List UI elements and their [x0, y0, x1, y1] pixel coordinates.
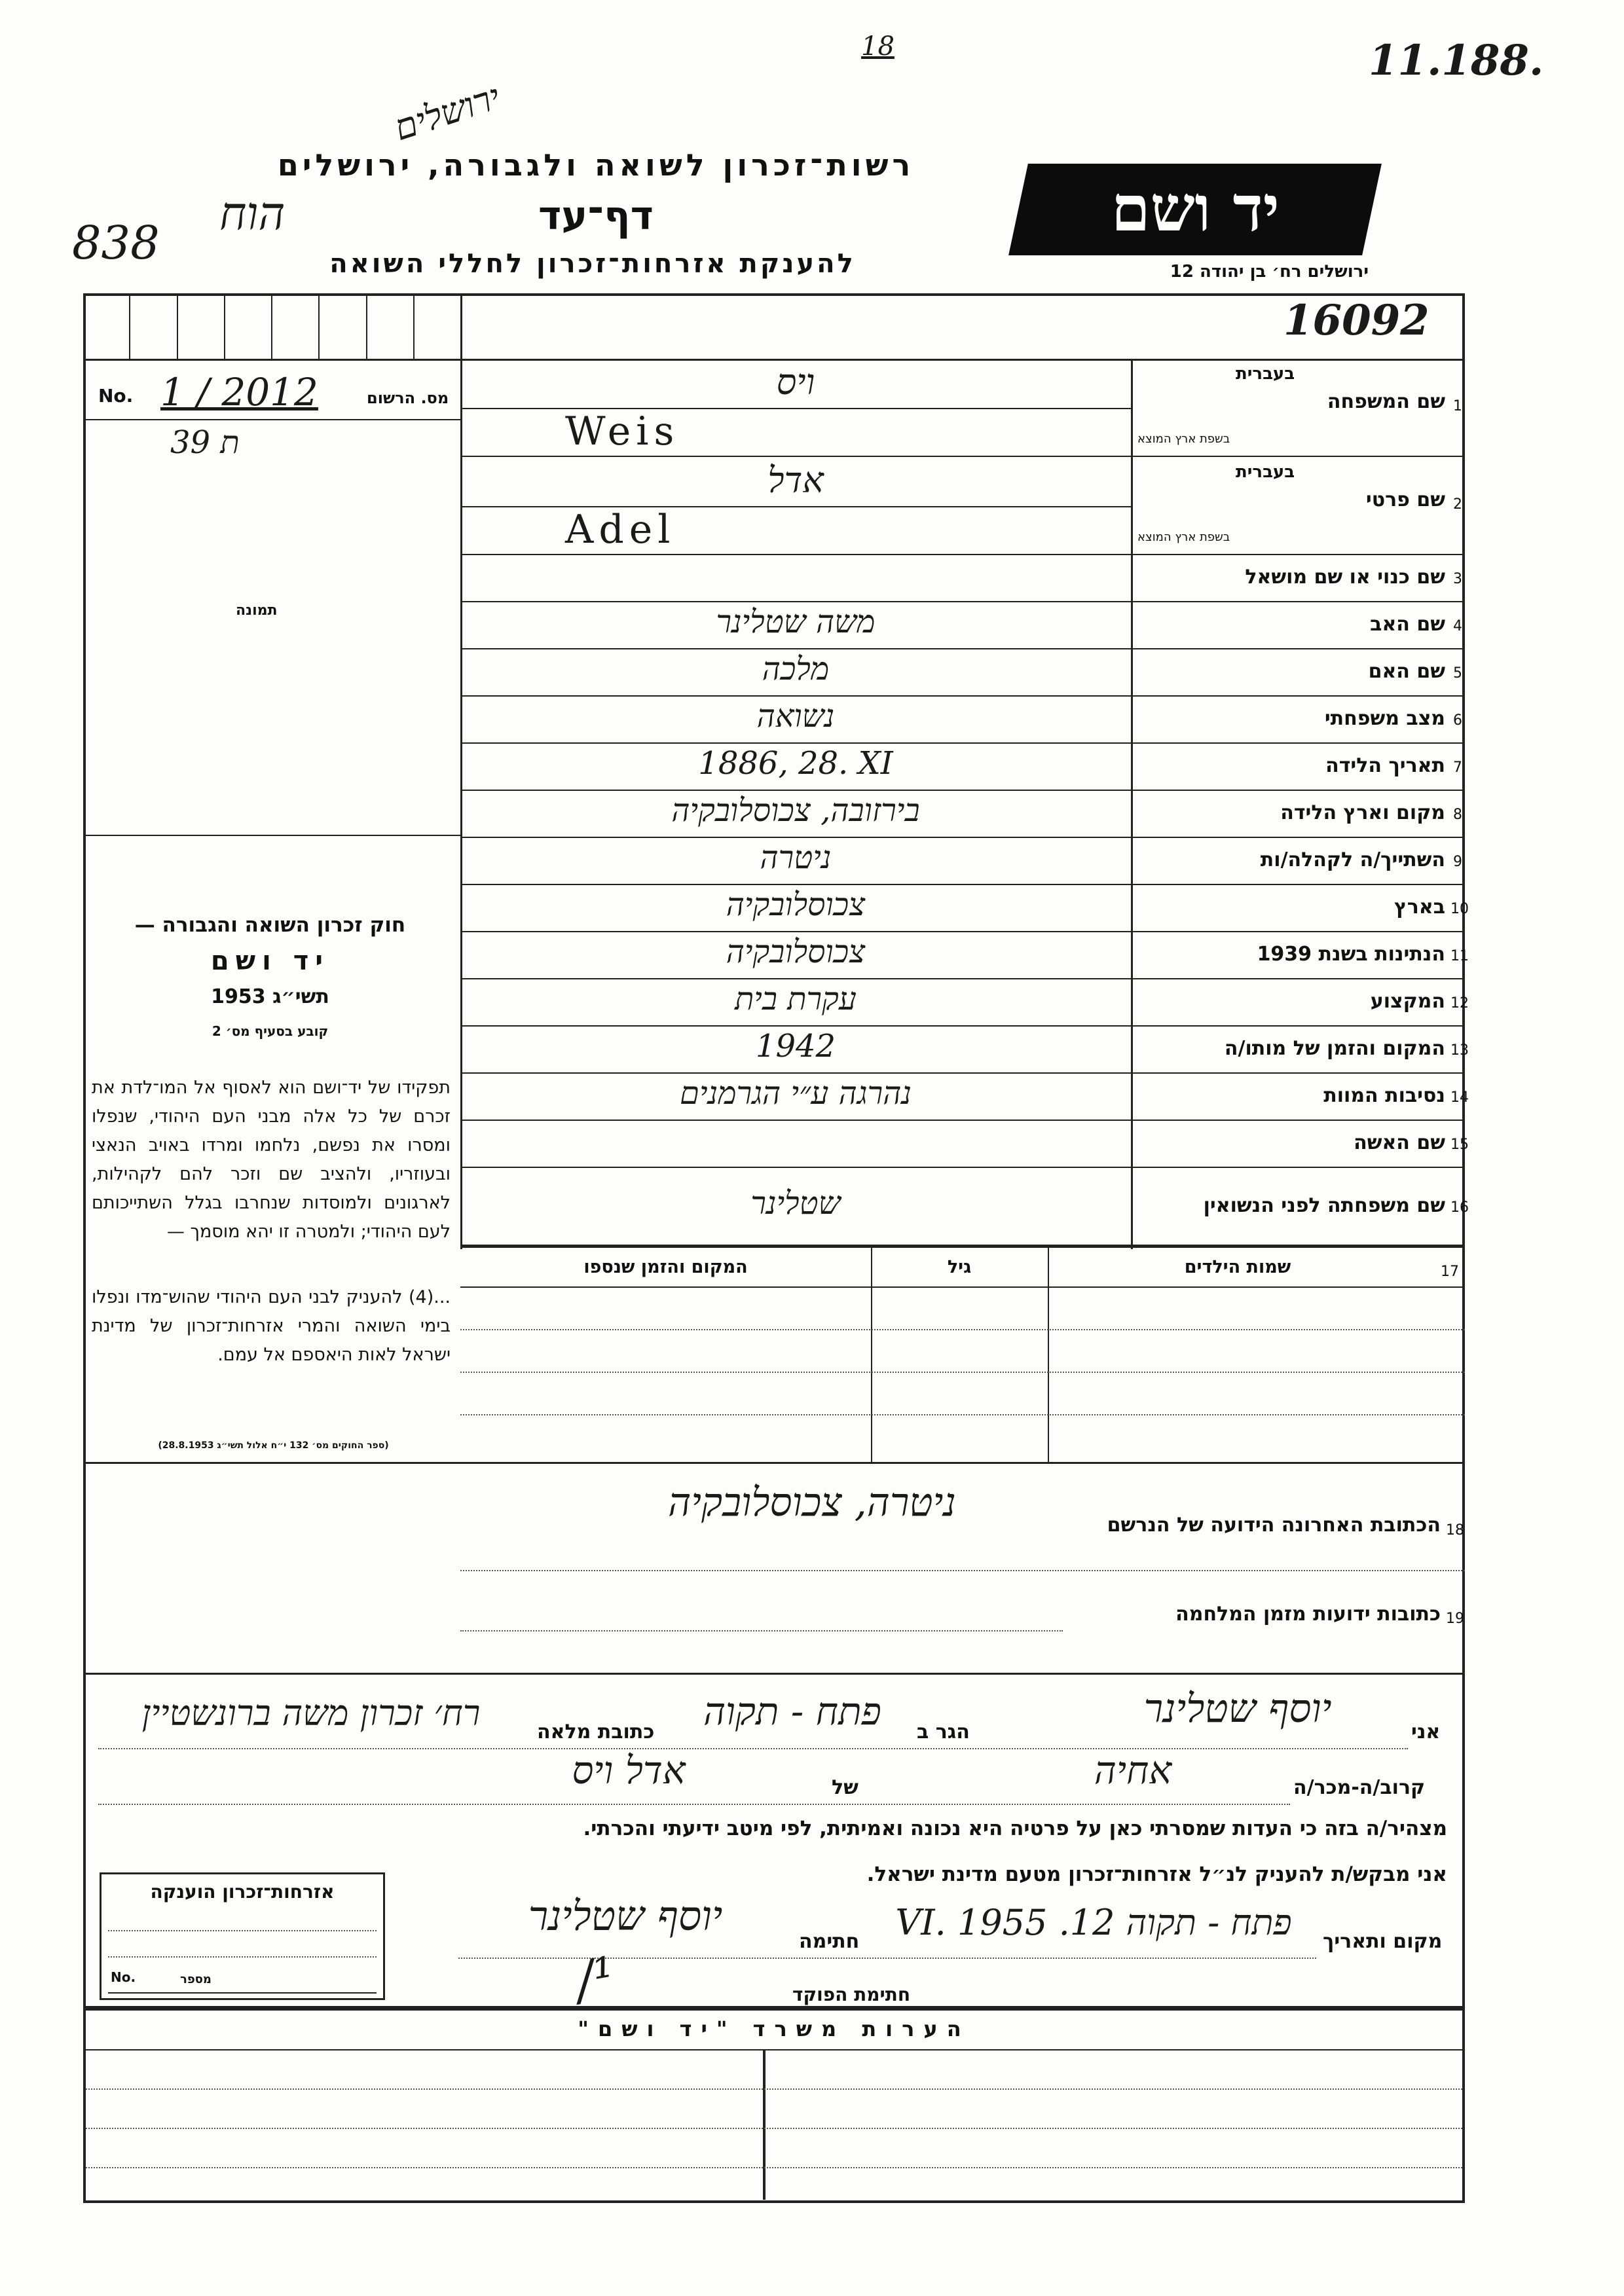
field-label-cell — [1131, 932, 1469, 978]
field-value: 1942 — [755, 1028, 836, 1065]
field-label-cell — [1131, 555, 1465, 601]
field-number: 4 — [1453, 618, 1462, 634]
citizenship-title: אזרחות־זכרון הוענקה — [150, 1881, 335, 1903]
field-value: נשואה — [756, 698, 835, 735]
field-19-label: כתובות ידועות מזמן המלחמה — [1175, 1603, 1441, 1626]
field-18-label: הכתובת האחרונה הידועה של הנרשם — [1107, 1514, 1441, 1537]
field-number: 14 — [1450, 1089, 1469, 1106]
decl-signature-label: חתימה — [799, 1930, 860, 1953]
sheet-number: 16092 — [1283, 296, 1430, 345]
field-number: 10 — [1450, 901, 1469, 917]
field-value: בירזובה, צכוסלובקיה — [671, 792, 920, 829]
decl-relation: אחיה — [1094, 1748, 1172, 1793]
field-label: הנתינות בשנת 1939 — [1257, 943, 1445, 966]
field-18-number: 18 — [1446, 1522, 1464, 1539]
field-value: מלכה — [762, 651, 830, 687]
law-title: חוק זכרון השואה והגבורה — — [134, 913, 406, 937]
photo-label: תמונה — [236, 602, 278, 619]
field-number: 16 — [1450, 1199, 1469, 1216]
field-label: שם כנוי או שם מושאל — [1245, 566, 1445, 589]
field-value: שטלינר — [750, 1185, 841, 1222]
form-subtitle: להענקת אזרחות־זכרון לחללי השואה — [329, 249, 856, 279]
field-number: 7 — [1453, 759, 1462, 776]
field-row-12 — [460, 979, 1469, 1027]
field-label-cell — [1131, 359, 1465, 456]
citizenship-num-label: מספר — [180, 1973, 212, 1986]
children-col-line-2 — [1048, 1246, 1049, 1462]
logo-text: יד ושם — [1111, 172, 1280, 246]
law-paragraph-1: תפקידו של יד־ושם הוא לאסוף אל המו־לדת את זכרם של כל אלה מבני העם היהודי, שנפלו ומסרו את נפשם, נלחמו ומרדו באויב הנאצי ובעוזריו, ולהציב שם וזכר להם לקהילות, לארגונים ולמוסדות שנחרבו בגלל השתייכותם לעם היהודי; ולמטרה זו יהא מוסמך — — [92, 1078, 451, 1242]
reg-no-label: No. — [98, 385, 134, 407]
field-label: שם המשפחה — [1327, 390, 1445, 413]
top-small-number: 18 — [861, 31, 895, 62]
field-row-1 — [460, 359, 1465, 457]
field-row-13 — [460, 1027, 1469, 1074]
children-top-line — [460, 1246, 1465, 1248]
children-col-place: המקום והזמן שנספו — [583, 1257, 748, 1277]
field-label: המקצוע — [1370, 990, 1445, 1013]
children-bottom-line — [83, 1462, 1465, 1464]
law-footnote: (ספר החוקים מס׳ 132 י״ח אלול תשי״ג 28.8.1953) — [158, 1440, 389, 1451]
sublabel-hebrew: בעברית — [1236, 364, 1295, 384]
decl-ani: אני — [1411, 1721, 1441, 1743]
photo-box-line — [83, 835, 460, 836]
field-label: שם האם — [1368, 660, 1445, 683]
field-label: שם משפחתה לפני הנשואין — [1203, 1194, 1445, 1217]
decl-statement-2: אני מבקש/ת להעניק לנ״ל אזרחות־זכרון מטעם מדינת ישראל. — [866, 1863, 1447, 1886]
reg-extra: 39 ת — [170, 424, 240, 461]
decl-street: רח׳ זכרון משה ברונשטיין — [141, 1692, 481, 1734]
decl-signature: יוסף שטלינר — [528, 1892, 723, 1940]
field-label-cell — [1131, 979, 1469, 1025]
notes-title: הערות משרד "יד ושם" — [578, 2016, 970, 2041]
field-label-cell — [1131, 649, 1465, 695]
archive-number: 11.188. — [1369, 36, 1544, 85]
field-label-cell — [1131, 885, 1469, 931]
field-label: מקום וארץ הלידה — [1280, 801, 1445, 824]
field-label: בארץ — [1393, 896, 1445, 919]
field-19-line — [460, 1630, 1063, 1631]
office-boxes — [83, 293, 460, 359]
field-number: 12 — [1450, 995, 1469, 1011]
reg-line — [83, 419, 460, 420]
field-number: 1 — [1453, 398, 1462, 414]
field-18-value: ניטרה, צכוסלובקיה — [668, 1480, 956, 1525]
field-value: עקרת בית — [735, 981, 857, 1017]
field-row-10 — [460, 885, 1469, 932]
children-col-line-1 — [871, 1246, 872, 1462]
reg-label: מס. הרשום — [367, 389, 449, 407]
children-row-3 — [460, 1414, 1465, 1415]
field-19-number: 19 — [1446, 1611, 1464, 1627]
field-number: 6 — [1453, 712, 1462, 729]
field-label-cell — [1131, 697, 1465, 742]
law-year: תשי״ג 1953 — [211, 985, 329, 1008]
notes-frame — [83, 1990, 1465, 2203]
decl-of-label: של — [832, 1776, 858, 1799]
field-number: 8 — [1453, 807, 1462, 823]
sublabel-hebrew: בעברית — [1236, 462, 1295, 482]
field-number: 3 — [1453, 571, 1462, 587]
field-number: 5 — [1453, 665, 1462, 682]
field-row-11 — [460, 932, 1469, 979]
field-18-extra-line — [460, 1570, 1465, 1571]
field-label-cell — [1131, 602, 1465, 648]
field-row-5 — [460, 649, 1465, 697]
field-label: שם האב — [1370, 613, 1445, 636]
decl-resides-label: הגר ב — [917, 1721, 970, 1743]
citizenship-no-label: No. — [111, 1969, 136, 1985]
decl-declarant: יוסף שטלינר — [1143, 1686, 1332, 1732]
header-address: ירושלים רח׳ בן יהודה 12 — [1170, 262, 1369, 282]
reg-number: 1 / 2012 — [160, 370, 318, 414]
children-col-age: גיל — [947, 1257, 972, 1277]
form-title: דף־עד — [538, 193, 654, 239]
field-value-hebrew: אדל — [767, 460, 824, 501]
field-label-cell — [1131, 1121, 1469, 1167]
field-number: 13 — [1450, 1042, 1469, 1059]
children-col-names: שמות הילדים — [1184, 1257, 1291, 1277]
field-label: נסיבות המוות — [1323, 1084, 1445, 1107]
yad-vashem-logo — [1008, 164, 1382, 255]
field-label: מצב משפחתי — [1324, 707, 1445, 730]
decl-of-person: אדל ויס — [572, 1748, 686, 1793]
jerusalem-handwritten: ירושלים — [389, 75, 506, 149]
decl-statement-1: מצהיר/ה בזה כי העדות שמסרתי כאן על פרטיה היא נכונה ואמיתית, לפי מיטב ידיעתי והכרתי. — [583, 1817, 1447, 1840]
field-value-origin: Adel — [565, 507, 676, 553]
field-label-cell — [1131, 791, 1465, 837]
field-label-cell — [1131, 1074, 1469, 1120]
field-row-16 — [460, 1168, 1469, 1246]
field-row-6 — [460, 697, 1465, 744]
children-header-line — [460, 1286, 1465, 1288]
sublabel-origin-language: בשפת ארץ המוצא — [1137, 432, 1230, 446]
field-value: ניטרה — [760, 839, 832, 876]
field-label-cell — [1131, 457, 1465, 554]
left-handwritten: הוח — [219, 187, 286, 240]
field-number: 15 — [1450, 1137, 1469, 1153]
field-number: 2 — [1453, 496, 1462, 513]
field-label-cell — [1131, 1168, 1469, 1245]
field-label: השתייך/ה לקהלה/ות — [1260, 848, 1445, 871]
decl-place-date-label: מקום ותאריך — [1323, 1930, 1443, 1953]
field-label: המקום והזמן של מותו/ה — [1224, 1037, 1445, 1060]
field-label: שם פרטי — [1365, 488, 1445, 511]
field-label: תאריך הלידה — [1325, 754, 1445, 777]
decl-line-2 — [98, 1804, 1290, 1805]
field-value: צכוסלובקיה — [726, 886, 866, 923]
field-row-14 — [460, 1074, 1469, 1121]
field-row-15 — [460, 1121, 1469, 1168]
citizenship-box — [100, 1872, 385, 2000]
declaration-top-line — [83, 1673, 1465, 1675]
field-value-origin: Weis — [565, 409, 680, 454]
children-number: 17 — [1441, 1264, 1459, 1280]
field-number: 9 — [1453, 854, 1462, 870]
field-row-9 — [460, 838, 1465, 885]
left-number: 838 — [72, 216, 160, 270]
field-value: 1886, 28. XI — [698, 745, 893, 782]
field-label-cell — [1131, 744, 1465, 790]
field-row-4 — [460, 602, 1465, 649]
children-row-2 — [460, 1372, 1465, 1373]
field-row-7 — [460, 744, 1465, 791]
officer-signature-mark: /¹ — [571, 1944, 620, 2012]
field-label-cell — [1131, 1027, 1469, 1072]
law-name: יד ושם — [210, 946, 330, 976]
authority-title: רשות־זכרון לשואה ולגבורה, ירושלים — [277, 147, 915, 183]
decl-place-date: פתח - תקוה 12. VI. 1955 — [895, 1902, 1292, 1943]
decl-officer-label: חתימת הפוקד — [792, 1984, 911, 2005]
field-value: צכוסלובקיה — [726, 934, 866, 970]
law-section: קובע בסעיף מס׳ 2 — [212, 1023, 329, 1039]
field-value: משה שטלינר — [716, 604, 876, 640]
field-value: נהרגה ע״י הגרמנים — [680, 1075, 912, 1112]
decl-city: פתח - תקוה — [703, 1689, 881, 1734]
field-value-hebrew: ויס — [776, 361, 815, 403]
field-row-3 — [460, 555, 1465, 602]
field-label: שם האשה — [1354, 1131, 1445, 1154]
decl-address-label: כתובת מלאה — [537, 1721, 655, 1743]
field-row-2 — [460, 457, 1465, 555]
field-row-8 — [460, 791, 1465, 838]
decl-relative-label: קרוב/ה-מכר/ה — [1293, 1776, 1426, 1799]
field-number: 11 — [1450, 948, 1469, 964]
sublabel-origin-language: בשפת ארץ המוצא — [1137, 530, 1230, 544]
law-paragraph-2: ...(4) להעניק לבני העם היהודי שהוש־מדו ונפלו בימי השואה והמרי אזרחות־זכרון של מדינת ישראל לאות היאספם אל עמם. — [92, 1287, 451, 1365]
field-label-cell — [1131, 838, 1465, 884]
children-row-1 — [460, 1329, 1465, 1330]
